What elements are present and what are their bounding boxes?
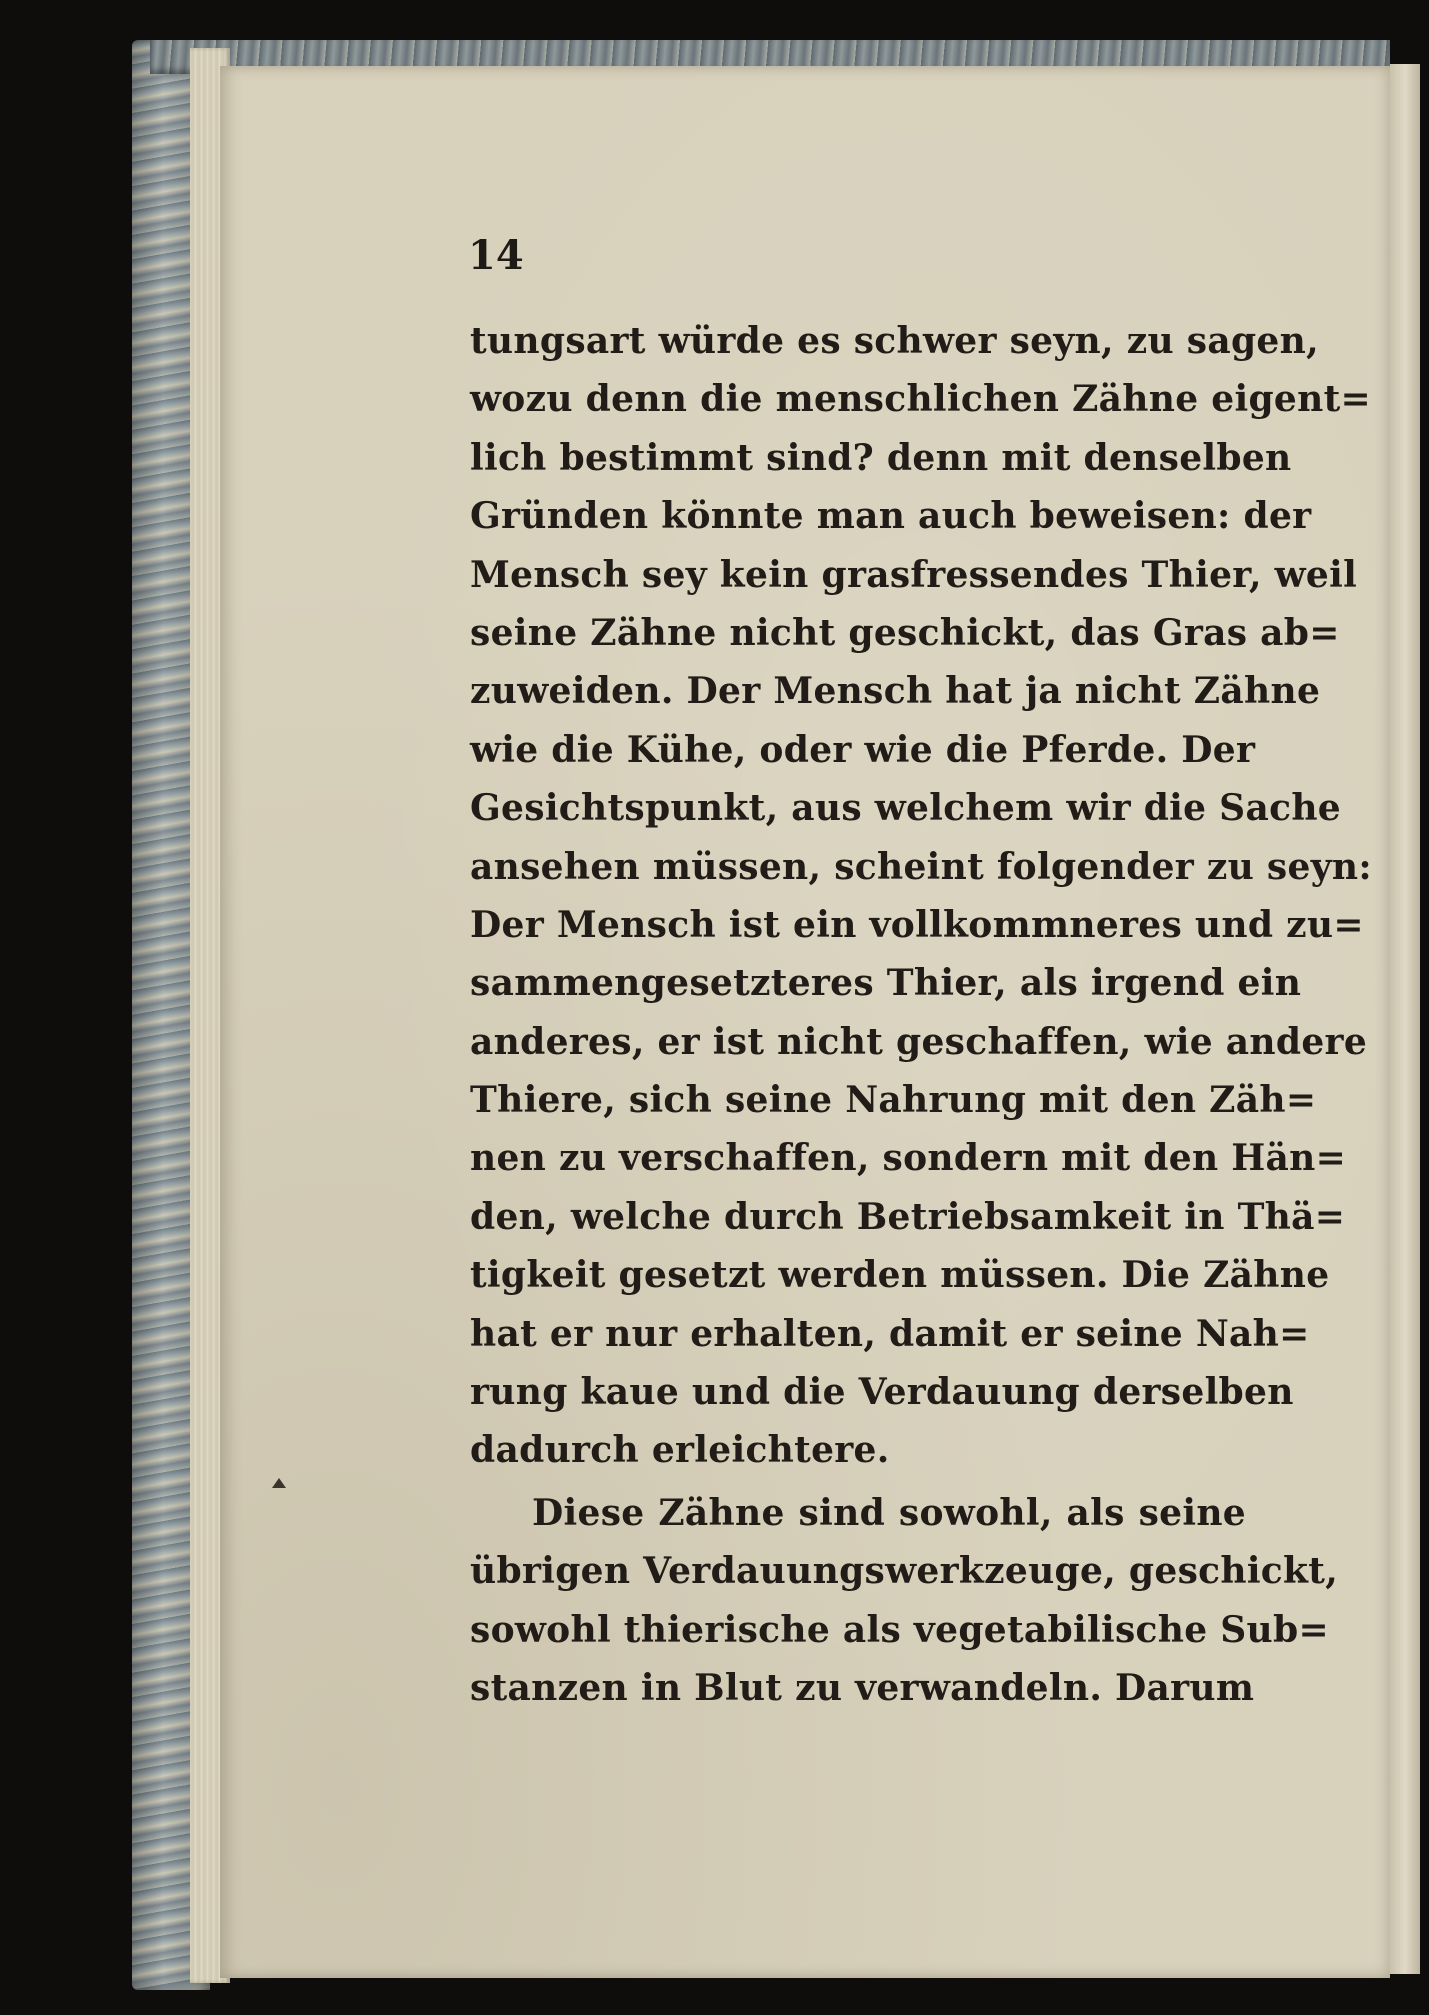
text-line: ansehen müssen, scheint folgender zu seyn: (470, 845, 1372, 888)
text-line: dadurch erleichtere. (470, 1429, 890, 1472)
margin-mark (272, 1478, 286, 1488)
facing-page-edge (1390, 64, 1420, 1974)
text-line: Diese Zähne sind sowohl, als seine (532, 1491, 1246, 1534)
text-line: übrigen Verdauungswerkzeuge, geschickt, (470, 1550, 1339, 1593)
text-line: sammengesetzteres Thier, als irgend ein (470, 962, 1302, 1005)
text-line: sowohl thierische als vegetabilische Sub= (470, 1608, 1329, 1651)
text-line: rung kaue und die Verdauung derselben (470, 1371, 1294, 1414)
text-line: Thiere, sich seine Nahrung mit den Zäh= (470, 1079, 1317, 1122)
paragraph (470, 1484, 1339, 1718)
text-line: Gesichtspunkt, aus welchem wir die Sache (470, 787, 1342, 830)
text-line: lich bestimmt sind? denn mit denselben (470, 436, 1292, 479)
text-line: zuweiden. Der Mensch hat ja nicht Zähne (470, 670, 1321, 713)
text-line: nen zu verschaffen, sondern mit den Hän= (470, 1137, 1347, 1180)
text-line: wozu denn die menschlichen Zähne eigent= (470, 378, 1371, 421)
text-line: den, welche durch Betriebsamkeit in Thä= (470, 1195, 1346, 1238)
text-line: Gründen könnte man auch beweisen: der (470, 495, 1312, 538)
text-line: seine Zähne nicht geschickt, das Gras ab= (470, 611, 1340, 654)
text-line: stanzen in Blut zu verwandeln. Darum (470, 1666, 1255, 1709)
text-line: Der Mensch ist ein vollkommneres und zu= (470, 903, 1364, 946)
text-line: tungsart würde es schwer seyn, zu sagen, (470, 320, 1319, 362)
body-text (470, 312, 1372, 1717)
text-line: hat er nur erhalten, damit er seine Nah= (470, 1312, 1310, 1355)
page-number: 14 (468, 232, 524, 279)
text-line: Mensch sey kein grasfressendes Thier, weil (470, 553, 1358, 596)
paragraph (470, 312, 1372, 1480)
text-line: wie die Kühe, oder wie die Pferde. Der (470, 728, 1256, 771)
text-line: anderes, er ist nicht geschaffen, wie andere (470, 1020, 1368, 1063)
text-line: tigkeit gesetzt werden müssen. Die Zähne (470, 1254, 1330, 1297)
